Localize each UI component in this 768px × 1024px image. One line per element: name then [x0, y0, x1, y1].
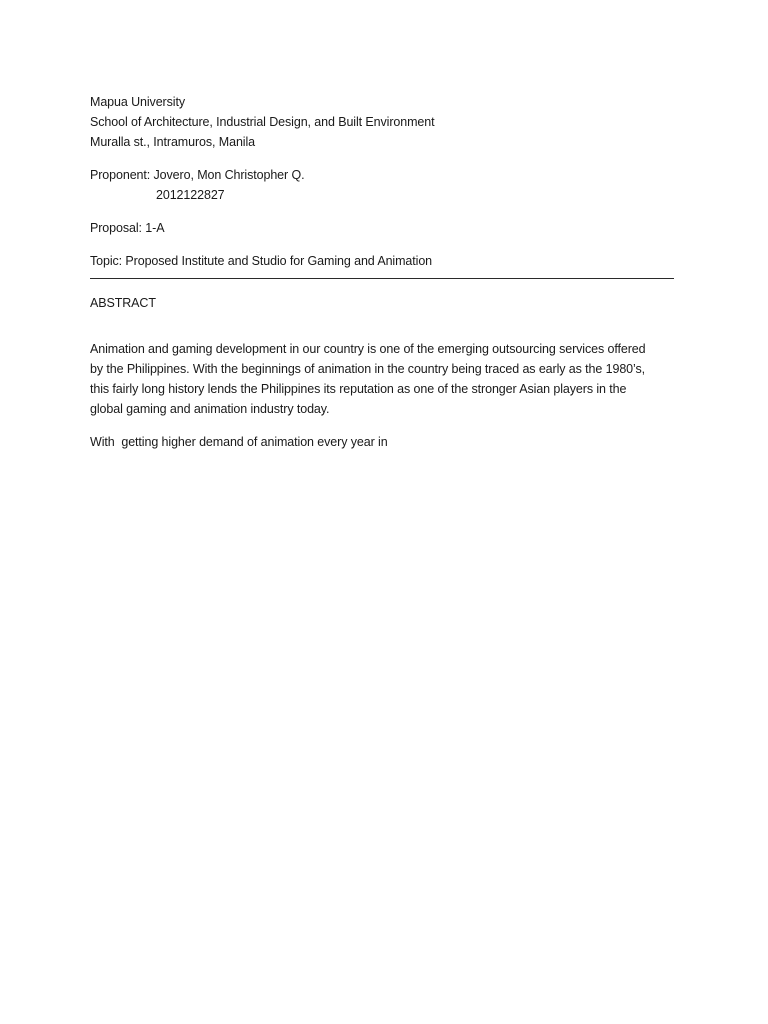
abstract-line-1: Animation and gaming development in our country is one of the emerging outsourcing services offered	[90, 342, 646, 356]
school-address: Muralla st., Intramuros, Manila	[90, 135, 256, 149]
proposal-block	[90, 218, 680, 238]
topic-block	[90, 251, 680, 279]
school-name: School of Architecture, Industrial Design, and Built Environment	[90, 115, 435, 129]
proponent-line: Proponent: Jovero, Mon Christopher Q.	[90, 168, 305, 182]
separator-rule	[90, 278, 674, 279]
abstract-line-3: this fairly long history lends the Philippines its reputation as one of the stronger Asian players in the	[90, 382, 627, 396]
abstract-line-4: global gaming and animation industry today.	[90, 402, 330, 416]
institution-block	[90, 92, 680, 152]
second-paragraph	[90, 432, 680, 452]
document-body	[90, 92, 680, 452]
second-paragraph-line: With getting higher demand of animation every year in	[90, 435, 388, 449]
abstract-heading-block	[90, 293, 680, 313]
proposal-line: Proposal: 1-A	[90, 221, 165, 235]
topic-line: Topic: Proposed Institute and Studio for Gaming and Animation	[90, 254, 433, 268]
proponent-block	[90, 165, 680, 205]
university-name: Mapua University	[90, 95, 185, 109]
proponent-id-number: 2012122827	[156, 188, 225, 202]
abstract-line-2: by the Philippines. With the beginnings of animation in the country being traced as early as the 1980’s,	[90, 362, 645, 376]
abstract-paragraph	[90, 339, 680, 419]
abstract-heading: ABSTRACT	[90, 296, 156, 310]
